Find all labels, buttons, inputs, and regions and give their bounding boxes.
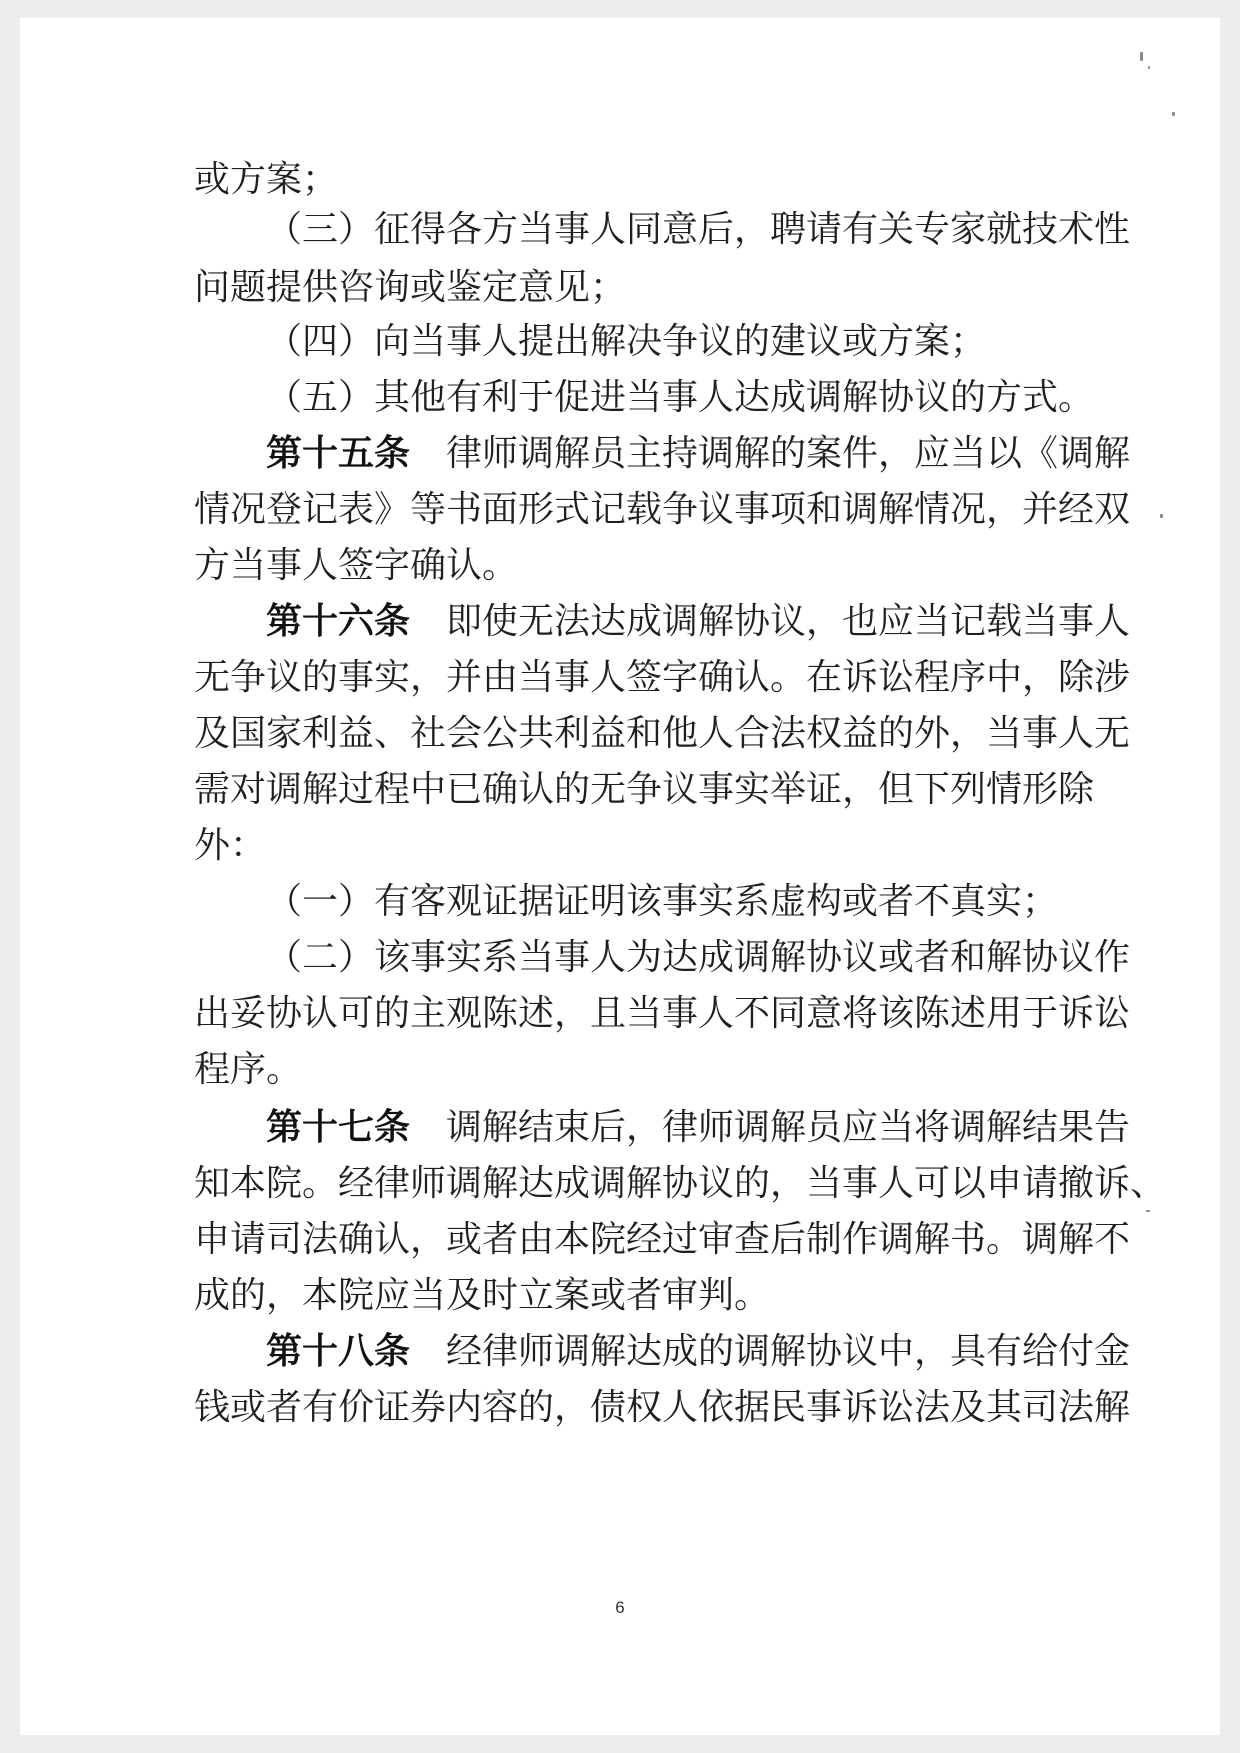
text-line: 程序。 [194, 1049, 303, 1090]
article-line [266, 1104, 1131, 1152]
text-line: 申请司法确认，或者由本院经过审查后制作调解书。调解不 [194, 1219, 1131, 1260]
text-line: （五）其他有利于促进当事人达成调解协议的方式。 [266, 377, 1095, 418]
text-line: 及国家利益、社会公共利益和他人合法权益的外，当事人无 [194, 713, 1131, 754]
article-text: 经律师调解达成的调解协议中，具有给付金 [446, 1331, 1131, 1372]
article-line [266, 598, 1131, 646]
text-line: 或方案； [194, 159, 339, 200]
article-heading: 第十八条 [266, 1331, 411, 1372]
text-line: 成的，本院应当及时立案或者审判。 [194, 1275, 771, 1316]
text-line: （二）该事实系当事人为达成调解协议或者和解协议作 [266, 937, 1131, 978]
scan-speck [1172, 112, 1175, 116]
article-heading: 第十七条 [266, 1107, 411, 1148]
text-line: 问题提供咨询或鉴定意见； [194, 267, 627, 308]
text-line: 钱或者有价证券内容的，债权人依据民事诉讼法及其司法解 [194, 1387, 1131, 1428]
scan-speck [1146, 1210, 1150, 1212]
text-line: 出妥协认可的主观陈述，且当事人不同意将该陈述用于诉讼 [194, 993, 1131, 1034]
text-line: （三）征得各方当事人同意后，聘请有关专家就技术性 [266, 209, 1131, 250]
scan-speck [1140, 52, 1143, 61]
article-text: 律师调解员主持调解的案件，应当以《调解 [446, 433, 1131, 474]
text-line: 情况登记表》等书面形式记载争议事项和调解情况，并经双 [194, 489, 1131, 530]
text-line: 无争议的事实，并由当事人签字确认。在诉讼程序中，除涉 [194, 657, 1131, 698]
text-line: 方当事人签字确认。 [194, 545, 519, 586]
article-text: 调解结束后，律师调解员应当将调解结果告 [446, 1107, 1131, 1148]
text-line: 外： [194, 825, 267, 866]
text-line: （四）向当事人提出解决争议的建议或方案； [266, 321, 987, 362]
article-heading: 第十五条 [266, 433, 411, 474]
scan-speck [1160, 514, 1163, 518]
article-line [266, 430, 1131, 478]
text-line: 需对调解过程中已确认的无争议事实举证，但下列情形除 [194, 769, 1095, 810]
page-number: 6 [615, 1598, 625, 1617]
scan-speck [1148, 66, 1150, 69]
article-line [266, 1328, 1131, 1376]
article-text: 即使无法达成调解协议，也应当记载当事人 [446, 601, 1131, 642]
article-heading: 第十六条 [266, 601, 411, 642]
text-line: 知本院。经律师调解达成调解协议的，当事人可以申请撤诉、 [194, 1163, 1167, 1204]
text-line: （一）有客观证据证明该事实系虚构或者不真实； [266, 881, 1059, 922]
